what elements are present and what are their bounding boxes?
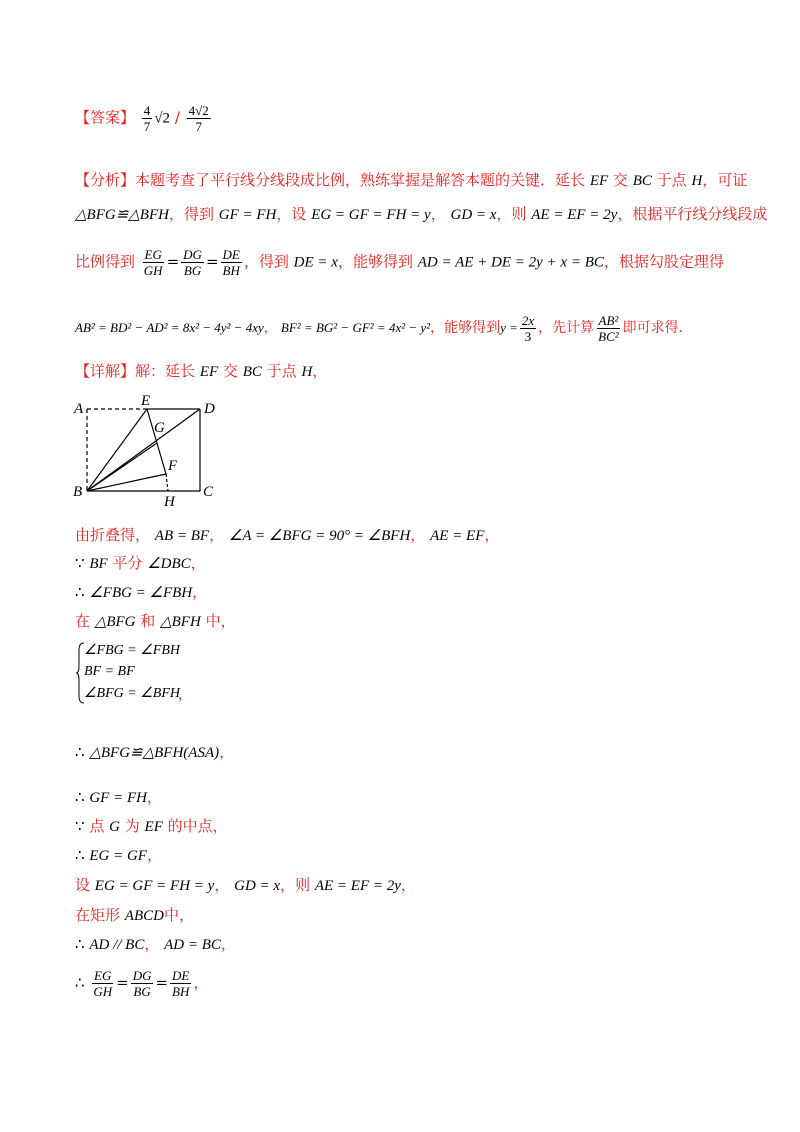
answer-label: 【答案】 <box>75 108 136 127</box>
fraction-ab2-bc2: $\frac{\text{AB²}}{\text{BC²}}$ <box>598 313 619 344</box>
step-3: ∴ ∠FBG = ∠FBH， <box>75 583 208 601</box>
system-comma: ， <box>178 687 192 703</box>
step-2: ∵ BF 平分 ∠DBC， <box>75 554 206 572</box>
step-5: ∴ △BFG≌△BFH(ASA)， <box>75 743 235 761</box>
fraction-2x-3: $\frac{2x}{3}$ <box>521 313 535 344</box>
segment-ef <box>147 409 166 474</box>
fraction-de-bh-2: $\frac{DE}{BH}$ <box>172 968 190 999</box>
step-4: 在 △BFG 和 △BFH 中， <box>75 612 236 630</box>
label-f: F <box>168 458 178 474</box>
step-1: 由折叠得， AB = BF， ∠A = ∠BFG = 90° = ∠BFH， AE = EF， <box>75 526 500 544</box>
step-10: 在矩形 ABCD中， <box>75 906 194 924</box>
label-h: H <box>164 494 175 510</box>
answer-fraction-1: $\frac{4}{7}$ <box>143 103 151 134</box>
system-eq-3: ∠BFG = ∠BFH <box>84 686 180 701</box>
detail-line: 【详解】解：延长 EF 交 BC 于点 H， <box>75 362 328 380</box>
step-6: ∴ GF = FH， <box>75 788 162 806</box>
analysis-line-2: △BFG≌△BFH，得到 GF = FH，设 EG = GF = FH = y， GD = x，则 AE = EF = 2y，根据平行线分线段成 <box>75 205 768 223</box>
fraction-eg-gh-2: $\frac{EG}{GH}$ <box>93 968 113 999</box>
answer-root: √2 <box>154 110 171 127</box>
step-9: 设 EG = GF = FH = y， GD = x，则 AE = EF = 2y， <box>75 876 416 894</box>
answer-separator: / <box>174 108 180 127</box>
fraction-eg-gh: $\frac{EG}{GH}$ <box>143 247 163 278</box>
label-d: D <box>204 401 215 417</box>
label-g: G <box>154 420 165 436</box>
detail-label: 【详解】 <box>75 362 136 380</box>
fraction-dg-bg: $\frac{DG}{BG}$ <box>183 247 202 278</box>
label-c: C <box>203 484 214 500</box>
geometry-figure <box>70 392 230 512</box>
answer-fraction-2: $\frac{4√2}{7}$ <box>188 103 209 134</box>
segment-be <box>87 409 147 491</box>
segment-fh <box>166 474 168 491</box>
system-eq-2: BF = BF <box>84 664 135 679</box>
answer-line <box>75 103 213 134</box>
analysis-line-1: 【分析】本题考查了平行线分线段成比例，熟练掌握是解答本题的关键．延长 EF 交 BC 于点 H，可证 <box>75 171 748 189</box>
step-7: ∵ 点 G 为 EF 的中点， <box>75 817 228 835</box>
label-e: E <box>141 393 151 409</box>
step-8: ∴ EG = GF， <box>75 846 162 864</box>
analysis-line-3: 比例得到 $\frac{EG}{GH}$ = $\frac{DG}{BG}$ = $\frac{DE}{BH}$ ，得到 DE = x，能够得到 AD = AE + DE = 2y + x = BC，根据勾股定理得 <box>75 247 724 278</box>
analysis-line-4: AB² = BD² − AD² = 8x² − 4y² − 4xy， BF² = BG² − GF² = 4x² − y²，能够得到y = $\frac{2x}{3}$ ，先计算 $\frac{\text{AB²}}{\text{BC²}}$ 即可求得． <box>75 313 693 344</box>
label-a: A <box>74 401 84 417</box>
fraction-de-bh: $\frac{DE}{BH}$ <box>222 247 240 278</box>
analysis-label: 【分析】 <box>75 171 136 189</box>
step-12: ∴ $\frac{EG}{GH}$ = $\frac{DG}{BG}$ = $\frac{DE}{BH}$ ， <box>75 968 209 999</box>
fraction-dg-bg-2: $\frac{DG}{BG}$ <box>132 968 152 999</box>
label-b: B <box>73 484 83 500</box>
system-eq-1: ∠FBG = ∠FBH <box>84 643 180 658</box>
step-11: ∴ AD // BC， AD = BC， <box>75 935 236 953</box>
